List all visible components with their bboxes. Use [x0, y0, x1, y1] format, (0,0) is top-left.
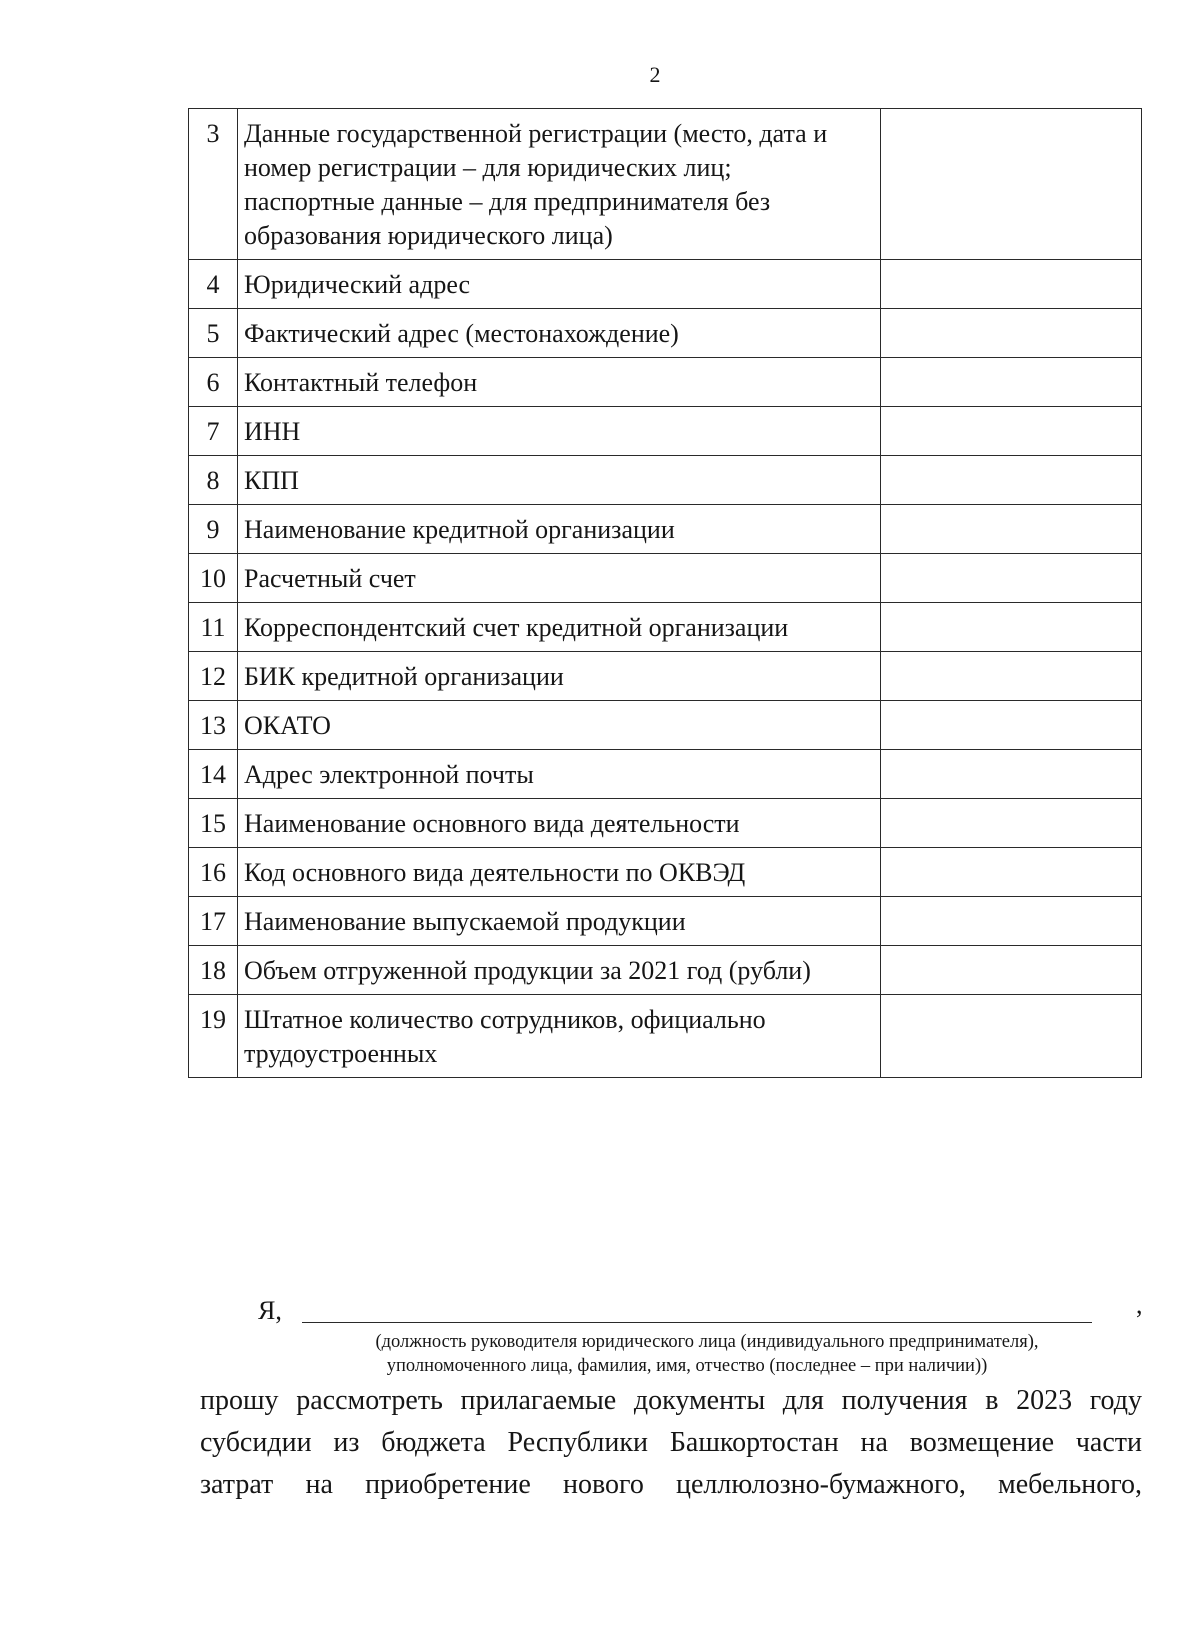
row-label: Адрес электронной почты: [238, 750, 881, 799]
row-label: ИНН: [238, 407, 881, 456]
row-number: 17: [189, 897, 238, 946]
row-number: 19: [189, 995, 238, 1078]
row-value-field[interactable]: [881, 701, 1142, 750]
row-value-field[interactable]: [881, 554, 1142, 603]
row-number: 9: [189, 505, 238, 554]
signature-blank-field[interactable]: [302, 1322, 1092, 1323]
paragraph-line: субсидии из бюджета Республики Башкортостан на возмещение части: [200, 1427, 1142, 1458]
row-number: 16: [189, 848, 238, 897]
table-row: [189, 358, 1142, 407]
row-label: Штатное количество сотрудников, официально трудоустроенных: [238, 995, 881, 1078]
table-row: [189, 848, 1142, 897]
row-label: Объем отгруженной продукции за 2021 год (рубли): [238, 946, 881, 995]
signature-caption-line-1: (должность руководителя юридического лица (индивидуального предпринимателя),: [375, 1332, 1039, 1352]
table-row: [189, 309, 1142, 358]
request-paragraph: [200, 1380, 1142, 1506]
row-label: БИК кредитной организации: [238, 652, 881, 701]
row-value-field[interactable]: [881, 456, 1142, 505]
table-row: [189, 652, 1142, 701]
table-row: [189, 701, 1142, 750]
row-label: Контактный телефон: [238, 358, 881, 407]
row-number: 8: [189, 456, 238, 505]
row-number: 5: [189, 309, 238, 358]
row-number: 10: [189, 554, 238, 603]
row-number: 6: [189, 358, 238, 407]
signature-caption-line-2: уполномоченного лица, фамилия, имя, отчество (последнее – при наличии)): [386, 1356, 988, 1376]
row-number: 18: [189, 946, 238, 995]
table-row: [189, 603, 1142, 652]
row-label: Юридический адрес: [238, 260, 881, 309]
table-row: [189, 799, 1142, 848]
row-value-field[interactable]: [881, 109, 1142, 260]
signature-prefix: Я,: [258, 1296, 282, 1325]
paragraph-line: прошу рассмотреть прилагаемые документы для получения в 2023 году: [200, 1385, 1142, 1416]
row-label: ОКАТО: [238, 701, 881, 750]
row-number: 11: [189, 603, 238, 652]
table-row: [189, 109, 1142, 260]
table-row: [189, 554, 1142, 603]
row-value-field[interactable]: [881, 407, 1142, 456]
table-row: [189, 260, 1142, 309]
row-number: 15: [189, 799, 238, 848]
row-value-field[interactable]: [881, 652, 1142, 701]
row-value-field[interactable]: [881, 946, 1142, 995]
page-number: 2: [649, 62, 661, 87]
row-value-field[interactable]: [881, 505, 1142, 554]
row-label: Наименование кредитной организации: [238, 505, 881, 554]
row-number: 13: [189, 701, 238, 750]
applicant-data-table: [188, 108, 1142, 1078]
row-value-field[interactable]: [881, 848, 1142, 897]
row-label: Наименование основного вида деятельности: [238, 799, 881, 848]
signature-suffix: ,: [1136, 1290, 1143, 1319]
row-number: 12: [189, 652, 238, 701]
row-value-field[interactable]: [881, 358, 1142, 407]
row-value-field[interactable]: [881, 897, 1142, 946]
row-label: Код основного вида деятельности по ОКВЭД: [238, 848, 881, 897]
row-number: 3: [189, 109, 238, 260]
table-row: [189, 897, 1142, 946]
row-label: КПП: [238, 456, 881, 505]
table-body: [189, 109, 1142, 1078]
row-label: Данные государственной регистрации (место, дата и номер регистрации – для юридических лиц; паспортные данные – для предпринимателя без образования юридического лица): [238, 109, 881, 260]
table-row: [189, 456, 1142, 505]
row-value-field[interactable]: [881, 260, 1142, 309]
row-label: Фактический адрес (местонахождение): [238, 309, 881, 358]
table-row: [189, 505, 1142, 554]
row-label: Наименование выпускаемой продукции: [238, 897, 881, 946]
row-value-field[interactable]: [881, 603, 1142, 652]
row-number: 4: [189, 260, 238, 309]
table-row: [189, 946, 1142, 995]
table-row: [189, 407, 1142, 456]
row-value-field[interactable]: [881, 799, 1142, 848]
row-number: 14: [189, 750, 238, 799]
table-row: [189, 995, 1142, 1078]
paragraph-line: затрат на приобретение нового целлюлозно-бумажного, мебельного,: [200, 1469, 1142, 1500]
row-value-field[interactable]: [881, 995, 1142, 1078]
row-number: 7: [189, 407, 238, 456]
table-row: [189, 750, 1142, 799]
row-value-field[interactable]: [881, 309, 1142, 358]
row-label: Расчетный счет: [238, 554, 881, 603]
row-label: Корреспондентский счет кредитной организации: [238, 603, 881, 652]
row-value-field[interactable]: [881, 750, 1142, 799]
